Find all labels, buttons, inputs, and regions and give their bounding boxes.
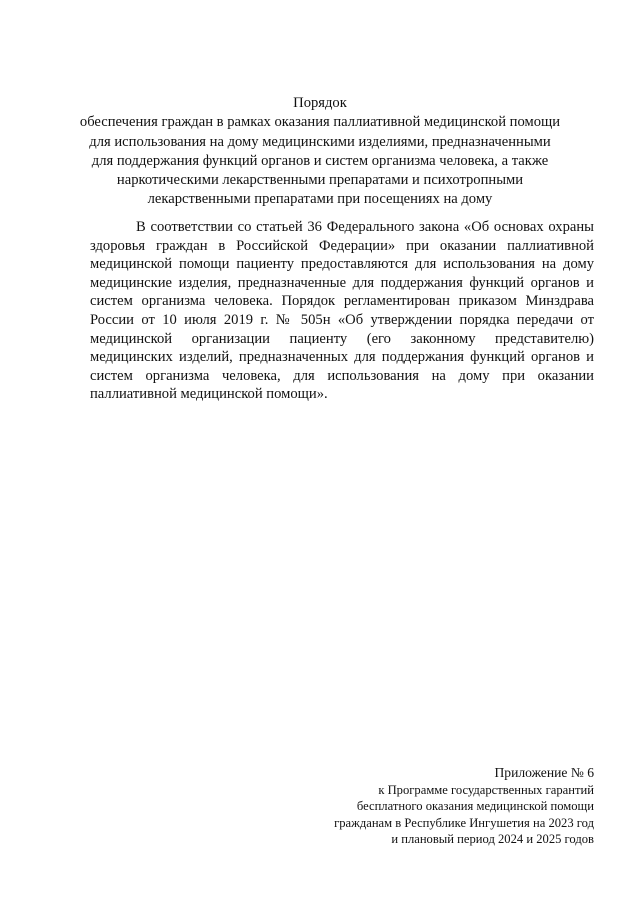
document-heading <box>70 94 570 210</box>
heading-title: Порядок <box>293 95 347 111</box>
heading-line: лекарственными препаратами при посещениях на дому <box>147 191 493 208</box>
appendix-line: бесплатного оказания медицинской помощи <box>356 799 594 814</box>
appendix-title: Приложение № 6 <box>494 765 594 780</box>
heading-line: для поддержания функций органов и систем организма человека, а также <box>91 152 549 169</box>
heading-line: обеспечения граждан в рамках оказания паллиативной медицинской помощи <box>79 114 561 131</box>
appendix-block <box>334 764 594 848</box>
appendix-line: к Программе государственных гарантий <box>378 783 594 797</box>
appendix-line: и плановый период 2024 и 2025 годов <box>391 832 594 847</box>
heading-line: для использования на дому медицинскими изделиями, предназначенными <box>89 133 551 150</box>
heading-line: наркотическими лекарственными препаратами и психотропными <box>116 172 524 189</box>
appendix-line: гражданам в Республике Ингушетия на 2023 год <box>334 815 594 830</box>
body-paragraph: В соответствии со статьей 36 Федерального закона «Об основах охраны здоровья граждан в Российской Федерации» при оказании паллиативной медицинской помощи пациенту предоставляются для использования на дому медицинские изделия, предназначенные для поддержания функций органов и систем организма человека. Порядок регламентирован приказом Минздрава России от 10 июля 2019 г. № 505н «Об утверждении порядка передачи от медицинской организации пациенту (его законному представителю) медицинских изделий, предназначенных для поддержания функций органов и систем организма человека, для использования на дому при оказании паллиативной медицинской помощи». <box>90 219 594 403</box>
